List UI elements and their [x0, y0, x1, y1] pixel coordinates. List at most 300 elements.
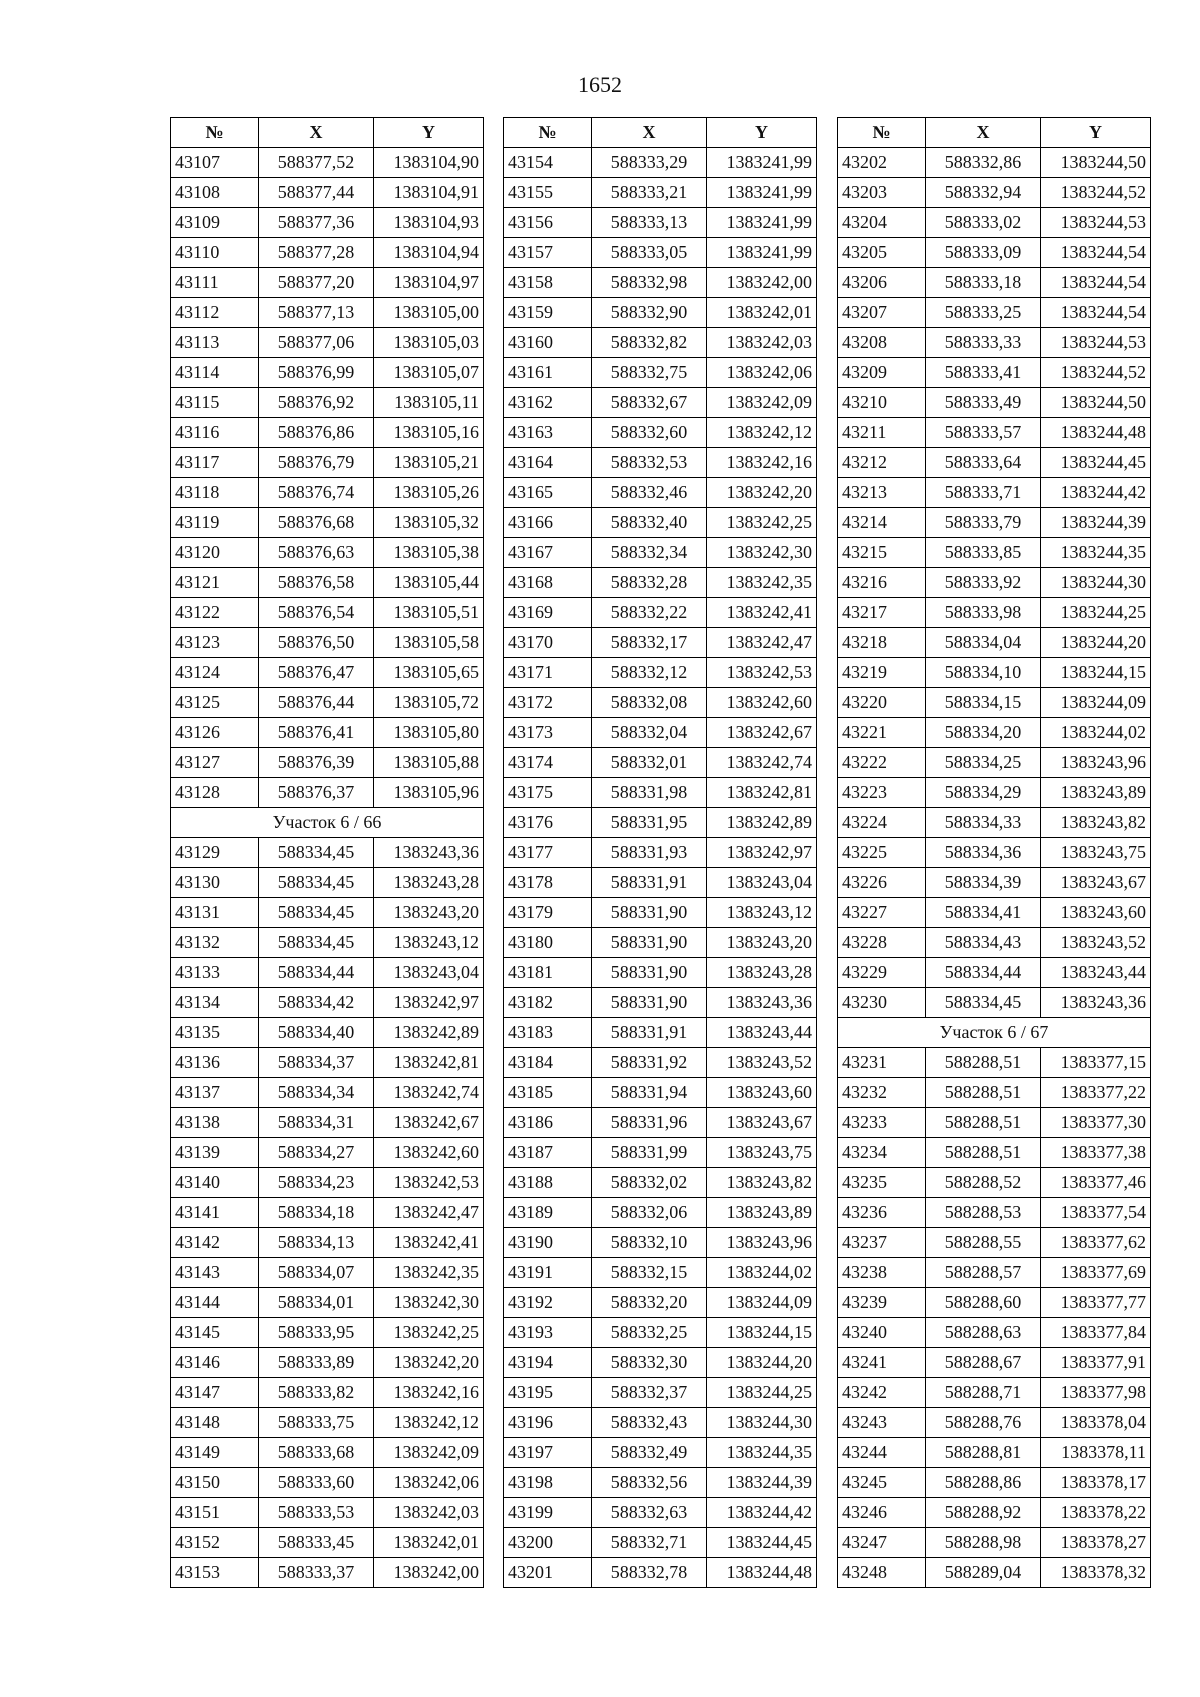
- table-row: [171, 628, 484, 658]
- table-row: [504, 868, 817, 898]
- x-coordinate-cell: 588376,54: [259, 598, 374, 628]
- x-coordinate-cell: 588332,01: [592, 748, 707, 778]
- x-coordinate-cell: 588334,34: [259, 1078, 374, 1108]
- x-coordinate-cell: 588332,34: [592, 538, 707, 568]
- point-number-cell: 43139: [171, 1138, 259, 1168]
- x-coordinate-cell: 588288,63: [926, 1318, 1041, 1348]
- x-coordinate-cell: 588332,02: [592, 1168, 707, 1198]
- table-row: [171, 1048, 484, 1078]
- x-coordinate-cell: 588334,42: [259, 988, 374, 1018]
- y-coordinate-cell: 1383242,41: [707, 598, 817, 628]
- point-number-cell: 43205: [838, 238, 926, 268]
- table-row: [171, 208, 484, 238]
- x-coordinate-cell: 588334,33: [926, 808, 1041, 838]
- x-coordinate-cell: 588334,23: [259, 1168, 374, 1198]
- y-coordinate-cell: 1383104,97: [374, 268, 484, 298]
- point-number-cell: 43128: [171, 778, 259, 808]
- table-row: [504, 628, 817, 658]
- y-coordinate-cell: 1383242,25: [374, 1318, 484, 1348]
- point-number-cell: 43177: [504, 838, 592, 868]
- x-coordinate-cell: 588331,90: [592, 898, 707, 928]
- section-heading: Участок 6 / 66: [171, 808, 484, 838]
- x-coordinate-cell: 588377,52: [259, 148, 374, 178]
- x-coordinate-cell: 588332,90: [592, 298, 707, 328]
- x-coordinate-cell: 588288,51: [926, 1078, 1041, 1108]
- x-coordinate-cell: 588333,45: [259, 1528, 374, 1558]
- table-row: [838, 478, 1151, 508]
- y-coordinate-cell: 1383242,97: [374, 988, 484, 1018]
- table-row: [504, 358, 817, 388]
- y-coordinate-cell: 1383244,50: [1041, 388, 1151, 418]
- table-header-row: [838, 118, 1151, 148]
- table-row: [838, 1408, 1151, 1438]
- point-number-cell: 43159: [504, 298, 592, 328]
- table-row: [171, 1498, 484, 1528]
- y-coordinate-cell: 1383242,09: [707, 388, 817, 418]
- table-row: [504, 418, 817, 448]
- x-coordinate-cell: 588332,94: [926, 178, 1041, 208]
- point-number-cell: 43108: [171, 178, 259, 208]
- x-coordinate-cell: 588334,15: [926, 688, 1041, 718]
- point-number-cell: 43215: [838, 538, 926, 568]
- table-row: [838, 1108, 1151, 1138]
- x-coordinate-cell: 588333,09: [926, 238, 1041, 268]
- y-coordinate-cell: 1383244,54: [1041, 268, 1151, 298]
- column-header-y: Y: [1041, 118, 1151, 148]
- x-coordinate-cell: 588333,82: [259, 1378, 374, 1408]
- point-number-cell: 43247: [838, 1528, 926, 1558]
- point-number-cell: 43141: [171, 1198, 259, 1228]
- y-coordinate-cell: 1383242,00: [707, 268, 817, 298]
- y-coordinate-cell: 1383105,26: [374, 478, 484, 508]
- table-row: [504, 808, 817, 838]
- table-row: [838, 538, 1151, 568]
- table-row: [838, 418, 1151, 448]
- point-number-cell: 43187: [504, 1138, 592, 1168]
- table-row: [504, 1318, 817, 1348]
- y-coordinate-cell: 1383243,04: [707, 868, 817, 898]
- x-coordinate-cell: 588333,13: [592, 208, 707, 238]
- x-coordinate-cell: 588333,21: [592, 178, 707, 208]
- y-coordinate-cell: 1383244,53: [1041, 208, 1151, 238]
- point-number-cell: 43195: [504, 1378, 592, 1408]
- table-row: [171, 268, 484, 298]
- y-coordinate-cell: 1383105,32: [374, 508, 484, 538]
- column-header-x: X: [259, 118, 374, 148]
- point-number-cell: 43242: [838, 1378, 926, 1408]
- point-number-cell: 43210: [838, 388, 926, 418]
- table-row: [504, 148, 817, 178]
- table-row: [504, 388, 817, 418]
- x-coordinate-cell: 588334,45: [259, 838, 374, 868]
- table-row: [838, 268, 1151, 298]
- table-row: [838, 1318, 1151, 1348]
- y-coordinate-cell: 1383244,45: [707, 1528, 817, 1558]
- table-row: [171, 1438, 484, 1468]
- table-row: [838, 1468, 1151, 1498]
- x-coordinate-cell: 588332,17: [592, 628, 707, 658]
- y-coordinate-cell: 1383243,60: [1041, 898, 1151, 928]
- x-coordinate-cell: 588334,13: [259, 1228, 374, 1258]
- y-coordinate-cell: 1383244,42: [707, 1498, 817, 1528]
- x-coordinate-cell: 588334,10: [926, 658, 1041, 688]
- table-row: [838, 1078, 1151, 1108]
- y-coordinate-cell: 1383243,12: [707, 898, 817, 928]
- y-coordinate-cell: 1383244,35: [1041, 538, 1151, 568]
- table-row: [171, 868, 484, 898]
- table-row: [504, 1078, 817, 1108]
- y-coordinate-cell: 1383244,02: [1041, 718, 1151, 748]
- x-coordinate-cell: 588334,44: [259, 958, 374, 988]
- x-coordinate-cell: 588333,05: [592, 238, 707, 268]
- y-coordinate-cell: 1383242,16: [374, 1378, 484, 1408]
- y-coordinate-cell: 1383243,36: [374, 838, 484, 868]
- x-coordinate-cell: 588333,02: [926, 208, 1041, 238]
- y-coordinate-cell: 1383242,60: [707, 688, 817, 718]
- table-row: [171, 358, 484, 388]
- point-number-cell: 43224: [838, 808, 926, 838]
- point-number-cell: 43223: [838, 778, 926, 808]
- table-row: [171, 1198, 484, 1228]
- x-coordinate-cell: 588332,28: [592, 568, 707, 598]
- point-number-cell: 43135: [171, 1018, 259, 1048]
- y-coordinate-cell: 1383243,67: [1041, 868, 1151, 898]
- table-row: [838, 868, 1151, 898]
- table-row: [504, 1528, 817, 1558]
- y-coordinate-cell: 1383243,04: [374, 958, 484, 988]
- table-row: [171, 658, 484, 688]
- table-row: [504, 1018, 817, 1048]
- table-row: [504, 838, 817, 868]
- point-number-cell: 43191: [504, 1258, 592, 1288]
- x-coordinate-cell: 588288,60: [926, 1288, 1041, 1318]
- y-coordinate-cell: 1383243,36: [707, 988, 817, 1018]
- table-row: [504, 1348, 817, 1378]
- point-number-cell: 43194: [504, 1348, 592, 1378]
- point-number-cell: 43206: [838, 268, 926, 298]
- y-coordinate-cell: 1383377,62: [1041, 1228, 1151, 1258]
- y-coordinate-cell: 1383378,11: [1041, 1438, 1151, 1468]
- x-coordinate-cell: 588332,15: [592, 1258, 707, 1288]
- x-coordinate-cell: 588334,39: [926, 868, 1041, 898]
- point-number-cell: 43231: [838, 1048, 926, 1078]
- table-row: [504, 748, 817, 778]
- table-row: [171, 1378, 484, 1408]
- x-coordinate-cell: 588334,45: [259, 928, 374, 958]
- y-coordinate-cell: 1383243,67: [707, 1108, 817, 1138]
- point-number-cell: 43162: [504, 388, 592, 418]
- table-row: [838, 718, 1151, 748]
- table-row: [171, 1108, 484, 1138]
- point-number-cell: 43155: [504, 178, 592, 208]
- y-coordinate-cell: 1383242,20: [374, 1348, 484, 1378]
- point-number-cell: 43169: [504, 598, 592, 628]
- table-row: [504, 568, 817, 598]
- table-row: [504, 1498, 817, 1528]
- point-number-cell: 43184: [504, 1048, 592, 1078]
- x-coordinate-cell: 588288,81: [926, 1438, 1041, 1468]
- point-number-cell: 43149: [171, 1438, 259, 1468]
- table-row: [171, 958, 484, 988]
- point-number-cell: 43140: [171, 1168, 259, 1198]
- table-header-row: [171, 118, 484, 148]
- point-number-cell: 43114: [171, 358, 259, 388]
- y-coordinate-cell: 1383242,67: [374, 1108, 484, 1138]
- y-coordinate-cell: 1383242,30: [707, 538, 817, 568]
- point-number-cell: 43248: [838, 1558, 926, 1588]
- point-number-cell: 43216: [838, 568, 926, 598]
- page-number: 1652: [578, 72, 622, 97]
- y-coordinate-cell: 1383242,30: [374, 1288, 484, 1318]
- x-coordinate-cell: 588332,67: [592, 388, 707, 418]
- table-row: [838, 1378, 1151, 1408]
- y-coordinate-cell: 1383242,89: [374, 1018, 484, 1048]
- point-number-cell: 43220: [838, 688, 926, 718]
- y-coordinate-cell: 1383242,53: [707, 658, 817, 688]
- x-coordinate-cell: 588333,71: [926, 478, 1041, 508]
- table-row: [504, 1048, 817, 1078]
- y-coordinate-cell: 1383241,99: [707, 178, 817, 208]
- y-coordinate-cell: 1383242,53: [374, 1168, 484, 1198]
- x-coordinate-cell: 588289,04: [926, 1558, 1041, 1588]
- point-number-cell: 43168: [504, 568, 592, 598]
- point-number-cell: 43217: [838, 598, 926, 628]
- x-coordinate-cell: 588332,86: [926, 148, 1041, 178]
- x-coordinate-cell: 588333,49: [926, 388, 1041, 418]
- y-coordinate-cell: 1383242,06: [374, 1468, 484, 1498]
- point-number-cell: 43130: [171, 868, 259, 898]
- x-coordinate-cell: 588333,37: [259, 1558, 374, 1588]
- point-number-cell: 43142: [171, 1228, 259, 1258]
- y-coordinate-cell: 1383244,25: [707, 1378, 817, 1408]
- column-header-number: №: [504, 118, 592, 148]
- table-row: [171, 1258, 484, 1288]
- y-coordinate-cell: 1383377,30: [1041, 1108, 1151, 1138]
- table-row: [838, 598, 1151, 628]
- table-row: [838, 328, 1151, 358]
- point-number-cell: 43181: [504, 958, 592, 988]
- y-coordinate-cell: 1383377,69: [1041, 1258, 1151, 1288]
- point-number-cell: 43209: [838, 358, 926, 388]
- y-coordinate-cell: 1383243,12: [374, 928, 484, 958]
- table-row: [838, 508, 1151, 538]
- x-coordinate-cell: 588333,92: [926, 568, 1041, 598]
- point-number-cell: 43232: [838, 1078, 926, 1108]
- y-coordinate-cell: 1383105,21: [374, 448, 484, 478]
- point-number-cell: 43241: [838, 1348, 926, 1378]
- table-row: [504, 1108, 817, 1138]
- point-number-cell: 43134: [171, 988, 259, 1018]
- table-row: [504, 928, 817, 958]
- point-number-cell: 43165: [504, 478, 592, 508]
- y-coordinate-cell: 1383105,03: [374, 328, 484, 358]
- y-coordinate-cell: 1383244,48: [707, 1558, 817, 1588]
- table-row: [171, 688, 484, 718]
- x-coordinate-cell: 588332,40: [592, 508, 707, 538]
- x-coordinate-cell: 588331,90: [592, 928, 707, 958]
- point-number-cell: 43182: [504, 988, 592, 1018]
- table-row: [504, 1198, 817, 1228]
- point-number-cell: 43197: [504, 1438, 592, 1468]
- y-coordinate-cell: 1383244,39: [1041, 508, 1151, 538]
- y-coordinate-cell: 1383242,60: [374, 1138, 484, 1168]
- y-coordinate-cell: 1383242,12: [707, 418, 817, 448]
- point-number-cell: 43225: [838, 838, 926, 868]
- table-row: [504, 688, 817, 718]
- y-coordinate-cell: 1383242,89: [707, 808, 817, 838]
- table-row: [838, 1198, 1151, 1228]
- point-number-cell: 43245: [838, 1468, 926, 1498]
- point-number-cell: 43203: [838, 178, 926, 208]
- point-number-cell: 43156: [504, 208, 592, 238]
- point-number-cell: 43146: [171, 1348, 259, 1378]
- point-number-cell: 43136: [171, 1048, 259, 1078]
- y-coordinate-cell: 1383242,67: [707, 718, 817, 748]
- y-coordinate-cell: 1383105,00: [374, 298, 484, 328]
- y-coordinate-cell: 1383105,80: [374, 718, 484, 748]
- point-number-cell: 43150: [171, 1468, 259, 1498]
- x-coordinate-cell: 588333,29: [592, 148, 707, 178]
- table-row: [171, 898, 484, 928]
- table-row: [504, 268, 817, 298]
- point-number-cell: 43148: [171, 1408, 259, 1438]
- point-number-cell: 43204: [838, 208, 926, 238]
- y-coordinate-cell: 1383244,35: [707, 1438, 817, 1468]
- y-coordinate-cell: 1383244,20: [707, 1348, 817, 1378]
- table-row: [171, 988, 484, 1018]
- coordinates-table-2: [503, 117, 817, 1588]
- table-row: [171, 1408, 484, 1438]
- y-coordinate-cell: 1383243,52: [1041, 928, 1151, 958]
- y-coordinate-cell: 1383377,98: [1041, 1378, 1151, 1408]
- x-coordinate-cell: 588333,95: [259, 1318, 374, 1348]
- x-coordinate-cell: 588288,51: [926, 1048, 1041, 1078]
- point-number-cell: 43228: [838, 928, 926, 958]
- table-row: [171, 1018, 484, 1048]
- x-coordinate-cell: 588332,78: [592, 1558, 707, 1588]
- table-row: [838, 1438, 1151, 1468]
- table-row: [838, 298, 1151, 328]
- x-coordinate-cell: 588288,51: [926, 1138, 1041, 1168]
- table-row: [504, 1438, 817, 1468]
- y-coordinate-cell: 1383244,30: [707, 1408, 817, 1438]
- y-coordinate-cell: 1383242,35: [707, 568, 817, 598]
- x-coordinate-cell: 588333,33: [926, 328, 1041, 358]
- point-number-cell: 43185: [504, 1078, 592, 1108]
- x-coordinate-cell: 588376,99: [259, 358, 374, 388]
- y-coordinate-cell: 1383243,20: [374, 898, 484, 928]
- x-coordinate-cell: 588331,91: [592, 868, 707, 898]
- table-row: [504, 988, 817, 1018]
- y-coordinate-cell: 1383244,30: [1041, 568, 1151, 598]
- y-coordinate-cell: 1383378,32: [1041, 1558, 1151, 1588]
- point-number-cell: 43219: [838, 658, 926, 688]
- y-coordinate-cell: 1383105,38: [374, 538, 484, 568]
- column-header-x: X: [926, 118, 1041, 148]
- point-number-cell: 43166: [504, 508, 592, 538]
- coordinates-table-3: [837, 117, 1151, 1588]
- point-number-cell: 43212: [838, 448, 926, 478]
- y-coordinate-cell: 1383243,44: [707, 1018, 817, 1048]
- x-coordinate-cell: 588377,20: [259, 268, 374, 298]
- y-coordinate-cell: 1383105,16: [374, 418, 484, 448]
- x-coordinate-cell: 588332,43: [592, 1408, 707, 1438]
- x-coordinate-cell: 588333,25: [926, 298, 1041, 328]
- point-number-cell: 43213: [838, 478, 926, 508]
- table-row: [504, 178, 817, 208]
- table-row: [838, 448, 1151, 478]
- x-coordinate-cell: 588331,90: [592, 958, 707, 988]
- column-header-number: №: [838, 118, 926, 148]
- column-header-y: Y: [374, 118, 484, 148]
- table-row: [171, 1528, 484, 1558]
- point-number-cell: 43143: [171, 1258, 259, 1288]
- y-coordinate-cell: 1383243,96: [1041, 748, 1151, 778]
- point-number-cell: 43180: [504, 928, 592, 958]
- y-coordinate-cell: 1383242,74: [374, 1078, 484, 1108]
- point-number-cell: 43126: [171, 718, 259, 748]
- x-coordinate-cell: 588288,57: [926, 1258, 1041, 1288]
- x-coordinate-cell: 588333,68: [259, 1438, 374, 1468]
- point-number-cell: 43167: [504, 538, 592, 568]
- table-row: [171, 748, 484, 778]
- x-coordinate-cell: 588333,53: [259, 1498, 374, 1528]
- y-coordinate-cell: 1383244,39: [707, 1468, 817, 1498]
- point-number-cell: 43176: [504, 808, 592, 838]
- y-coordinate-cell: 1383242,35: [374, 1258, 484, 1288]
- y-coordinate-cell: 1383241,99: [707, 148, 817, 178]
- x-coordinate-cell: 588331,93: [592, 838, 707, 868]
- x-coordinate-cell: 588331,95: [592, 808, 707, 838]
- x-coordinate-cell: 588332,22: [592, 598, 707, 628]
- point-number-cell: 43109: [171, 208, 259, 238]
- table-row: [171, 538, 484, 568]
- table-row: [504, 1558, 817, 1588]
- table-row: [171, 568, 484, 598]
- table-row: [504, 1168, 817, 1198]
- x-coordinate-cell: 588377,36: [259, 208, 374, 238]
- y-coordinate-cell: 1383243,28: [707, 958, 817, 988]
- y-coordinate-cell: 1383244,02: [707, 1258, 817, 1288]
- x-coordinate-cell: 588333,60: [259, 1468, 374, 1498]
- point-number-cell: 43244: [838, 1438, 926, 1468]
- table-row: [838, 688, 1151, 718]
- point-number-cell: 43198: [504, 1468, 592, 1498]
- x-coordinate-cell: 588333,98: [926, 598, 1041, 628]
- point-number-cell: 43246: [838, 1498, 926, 1528]
- x-coordinate-cell: 588332,49: [592, 1438, 707, 1468]
- point-number-cell: 43112: [171, 298, 259, 328]
- table-row: [171, 148, 484, 178]
- point-number-cell: 43123: [171, 628, 259, 658]
- point-number-cell: 43173: [504, 718, 592, 748]
- y-coordinate-cell: 1383242,00: [374, 1558, 484, 1588]
- x-coordinate-cell: 588376,92: [259, 388, 374, 418]
- point-number-cell: 43119: [171, 508, 259, 538]
- table-row: [171, 598, 484, 628]
- x-coordinate-cell: 588333,57: [926, 418, 1041, 448]
- y-coordinate-cell: 1383242,47: [707, 628, 817, 658]
- y-coordinate-cell: 1383104,93: [374, 208, 484, 238]
- point-number-cell: 43190: [504, 1228, 592, 1258]
- y-coordinate-cell: 1383241,99: [707, 238, 817, 268]
- y-coordinate-cell: 1383105,65: [374, 658, 484, 688]
- table-row: [171, 1348, 484, 1378]
- x-coordinate-cell: 588332,04: [592, 718, 707, 748]
- x-coordinate-cell: 588334,40: [259, 1018, 374, 1048]
- y-coordinate-cell: 1383244,09: [1041, 688, 1151, 718]
- point-number-cell: 43164: [504, 448, 592, 478]
